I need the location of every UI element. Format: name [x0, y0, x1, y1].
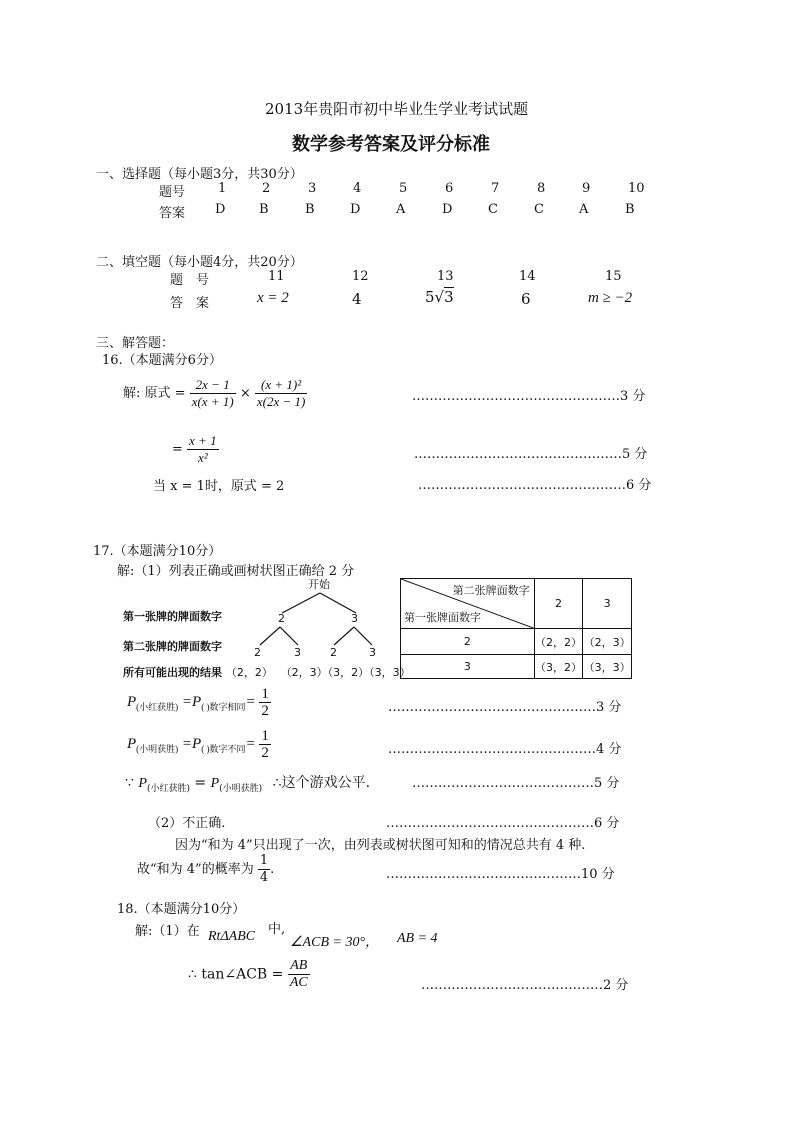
- q17-score-6: …………………………………………6 分: [386, 816, 620, 831]
- section3-heading: 三、解答题：: [96, 336, 175, 351]
- section1-number: 2: [262, 181, 271, 196]
- section1-number: 8: [537, 181, 546, 196]
- prob-half-2: [259, 728, 271, 761]
- tree-node-l1-3: 3: [351, 612, 358, 625]
- table-diagonal-header: [401, 579, 535, 629]
- q16-fraction-1: [190, 377, 236, 410]
- section2-number: 14: [519, 269, 536, 284]
- table-header-top: 第二张牌面数字: [452, 584, 530, 597]
- half-den: 2: [261, 703, 269, 719]
- table-col-3: 3: [583, 579, 632, 629]
- q16-fraction-3: [187, 433, 219, 466]
- tree-node-l2-d: 3: [369, 646, 376, 659]
- section2-number: 15: [605, 269, 622, 284]
- tree-node-l2-a: 2: [254, 646, 261, 659]
- frac3-denominator: x²: [197, 450, 208, 465]
- quarter-num: 1: [259, 853, 269, 868]
- because-symbol: ∵: [125, 775, 134, 791]
- p1-mid-subscript: ( )数字相同: [201, 701, 246, 712]
- answer-12: 4: [352, 290, 362, 308]
- section1-answer: D: [215, 202, 226, 217]
- answer-15: m ≥ −2: [588, 290, 633, 306]
- section2-number: 12: [352, 269, 369, 284]
- p1-subscript: (小红获胜): [136, 701, 179, 712]
- q16-line3: 当 x = 1时，原式 = 2: [153, 479, 285, 494]
- sqrt-symbol: √: [434, 288, 445, 306]
- q16-heading: 16.（本题满分6分）: [102, 353, 222, 368]
- answer-13-radicand: 3: [444, 288, 454, 306]
- outcome-table: [400, 578, 632, 679]
- q16-score-5: …………………………………………5 分: [414, 447, 648, 462]
- times-sign: ×: [239, 386, 251, 401]
- tree-start: 开始: [308, 578, 330, 591]
- section1-number: 4: [353, 181, 362, 196]
- fair-conclusion: ∴这个游戏公平.: [272, 775, 371, 791]
- section1-answer: B: [625, 202, 635, 217]
- q16-score-6: …………………………………………6 分: [418, 478, 652, 493]
- table-cell: （2，2）: [534, 629, 583, 655]
- answer-14: 6: [521, 290, 531, 308]
- half-num: 1: [261, 728, 269, 744]
- half-den: 2: [261, 745, 269, 761]
- section1-num-label: 题号: [159, 185, 186, 200]
- prob-half-1: [259, 686, 271, 719]
- section2-num-label: 题 号: [170, 273, 210, 288]
- p2-subscript: (小明获胜): [219, 784, 263, 794]
- q17-part2: （2）不正确.: [148, 816, 226, 831]
- q18-heading: 18.（本题满分10分）: [117, 902, 246, 917]
- section1-number: 5: [399, 181, 408, 196]
- q17-reason: 因为“和为 4”只出现了一次，由列表或树状图可知和的情况总共有 4 种.: [175, 838, 586, 853]
- q18-ab: AB = 4: [397, 931, 438, 946]
- section1-heading: 一、选择题（每小题3分，共30分）: [96, 167, 303, 182]
- half-num: 1: [261, 686, 269, 702]
- q17-score-10: ………………………………………10 分: [386, 867, 615, 882]
- p-symbol: P: [192, 693, 202, 710]
- table-row-label-3: 3: [401, 655, 535, 679]
- p-symbol: P: [138, 776, 147, 791]
- table-cell: （3，3）: [583, 655, 632, 679]
- q16-fraction-2: [255, 377, 307, 410]
- prob-line-3: ∵ $P_{(小红获胜)} = P_{(小明获胜)}$ ∴这个游戏公平.: [125, 775, 371, 794]
- q18-angle: ∠ACB = 30°，: [290, 935, 380, 950]
- q18-tan-line: [188, 958, 310, 991]
- p-symbol: P: [192, 735, 202, 752]
- q17-part1: 解:（1）列表正确或画树状图正确给 2 分: [117, 564, 355, 579]
- q16-score-3: …………………………………………3 分: [412, 389, 646, 404]
- q16-line1: [123, 377, 307, 410]
- section2-number: 11: [268, 269, 285, 284]
- p-symbol: P: [127, 693, 137, 710]
- q16-line2: [172, 433, 219, 466]
- q17-score-5: ……………………………………5 分: [412, 776, 620, 791]
- tan-fraction: [288, 958, 310, 991]
- equals-sign: =: [170, 386, 190, 401]
- table-row-label-2: 2: [401, 629, 535, 655]
- frac1-denominator: x(x + 1): [191, 394, 234, 409]
- p2-subscript: (小明获胜): [136, 743, 179, 754]
- frac1-numerator: 2x − 1: [190, 377, 236, 394]
- quarter-den: 4: [259, 870, 269, 885]
- p-symbol: P: [210, 776, 220, 791]
- section2-heading: 二、填空题（每小题4分，共20分）: [96, 255, 303, 270]
- section2-number: 13: [437, 269, 454, 284]
- q18-zhong: 中,: [268, 922, 286, 937]
- section1-answer: D: [442, 202, 453, 217]
- frac2-numerator: (x + 1)²: [255, 377, 307, 394]
- section1-answer: D: [350, 202, 361, 217]
- tree-result-rest: （2，3）（3，2）（3，3）: [280, 666, 411, 679]
- section1-ans-label: 答案: [159, 206, 186, 221]
- answer-key-title: 数学参考答案及评分标准: [292, 134, 490, 155]
- section1-number: 9: [582, 181, 591, 196]
- q18-intro: 解:（1）在: [135, 924, 200, 939]
- section1-number: 3: [308, 181, 317, 196]
- table-cell: （3，2）: [534, 655, 583, 679]
- answer-13-coef: 5: [425, 288, 435, 306]
- section1-answer: B: [305, 202, 315, 217]
- section1-answer: C: [488, 202, 498, 217]
- tree-row1-label: 第一张牌的牌面数字: [123, 610, 222, 623]
- tree-row3-label: [123, 664, 411, 680]
- q18-triangle: RtΔABC: [208, 929, 256, 944]
- q17-heading: 17.（本题满分10分）: [93, 544, 222, 559]
- q17-score-4: …………………………………………4 分: [388, 742, 622, 757]
- section1-number: 7: [491, 181, 500, 196]
- tan-den: AC: [289, 975, 308, 990]
- tree-results-label: 所有可能出现的结果: [123, 666, 222, 679]
- answer-11: x = 2: [257, 290, 289, 306]
- frac3-numerator: x + 1: [189, 433, 217, 448]
- section1-answer: C: [534, 202, 544, 217]
- exam-title: 2013年贵阳市初中毕业生学业考试试题: [265, 100, 529, 118]
- answer-13: [425, 288, 454, 306]
- tan-expression: ∴ tan∠ACB =: [188, 966, 284, 983]
- p1-subscript: (小红获胜): [146, 784, 190, 794]
- q16-solve-label: 解: 原式: [123, 386, 171, 401]
- section1-number: 1: [218, 181, 227, 196]
- table-cell: （2，3）: [583, 629, 632, 655]
- tree-row2-label: 第二张牌的牌面数字: [123, 640, 222, 653]
- prob-line-1: $P_{(小红获胜)} =P_{( )数字相同}=$ $\frac{1}{2}$: [127, 686, 269, 719]
- tree-node-l2-c: 2: [330, 646, 337, 659]
- frac2-denominator: x(2x − 1): [256, 394, 306, 409]
- tree-node-l2-b: 3: [294, 646, 301, 659]
- p-symbol: P: [127, 735, 137, 752]
- table-header-bottom: 第一张牌面数字: [404, 611, 481, 624]
- section1-number: 10: [628, 181, 645, 196]
- section1-answer: A: [396, 202, 406, 217]
- equals-sign: =: [172, 442, 188, 457]
- section2-ans-label: 答 案: [170, 296, 210, 311]
- tree-node-l1-2: 2: [278, 612, 285, 625]
- tree-result-1: （2，2）: [225, 666, 273, 679]
- prob-line-2: $P_{(小明获胜)} =P_{( )数字不同}=$ $\frac{1}{2}$: [127, 728, 269, 761]
- prob-quarter: [258, 853, 270, 886]
- section1-answer: B: [259, 202, 269, 217]
- tan-num: AB: [288, 958, 310, 975]
- q18-score-2: ……………………………………2 分: [421, 978, 629, 993]
- section1-answer: A: [579, 202, 589, 217]
- p2-mid-subscript: ( )数字不同: [201, 743, 246, 754]
- q17-probability: 故“和为 4”的概率为 $\frac{1}{4}$ .: [137, 853, 275, 885]
- section1-number: 6: [445, 181, 454, 196]
- table-col-2: 2: [534, 579, 583, 629]
- prob-text: 故“和为 4”的概率为: [137, 862, 254, 877]
- q17-score-3: …………………………………………3 分: [388, 700, 622, 715]
